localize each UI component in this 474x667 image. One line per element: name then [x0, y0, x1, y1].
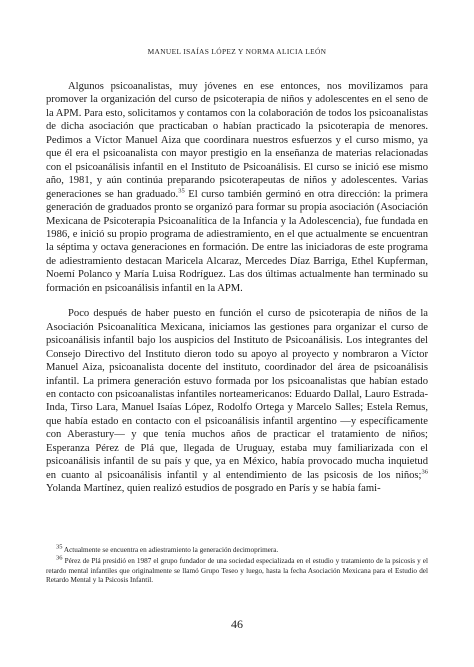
paragraph-2-text-b: Yolanda Martínez, quien realizó estudios de posgrado en París y se había fami-	[46, 483, 381, 495]
footnotes	[46, 543, 428, 586]
footnote-ref-36: 36	[421, 468, 428, 476]
footnote-36	[46, 557, 428, 585]
paragraph-2	[46, 307, 428, 495]
running-head: MANUEL ISAÍAS LÓPEZ Y NORMA ALICIA LEÓN	[147, 47, 327, 56]
paragraph-1-text-a: Algunos psicoanalistas, muy jóvenes en ese entonces, nos movilizamos para promover la organización del curso de psicoterapia de niños y adolescentes en el seno de la APM. Para esto, solicitamos y contamos con la colaboración de todos los psicoanalistas de dicha asociación que practicaban o habían practicado la psicoterapia de menores. Pedimos a Víctor Manuel Aiza que coordinara nuestros esfuerzos y el curso mismo, ya que él era el psicoanalista con mayor prestigio en la enseñanza de materias relacionadas con el psicoanálisis infantil en el Instituto de Psicoanálisis. El curso se inició ese mismo año, 1981, y aún continúa preparando psicoterapeutas de niños y adolescentes. Varias generaciones se han graduado.	[46, 81, 428, 200]
footnote-35	[46, 543, 428, 555]
footnote-36-text: Pérez de Plá presidió en 1987 el grupo fundador de una sociedad especializada en el estudio y tratamiento de la psicosis y el retardo mental infantiles que originalmente se llamó Grupo Teseo y luego, hasta la fecha Asociación Mexicana para el Estudio del Retardo Mental y la Psicosis Infantil.	[46, 557, 428, 585]
footnote-ref-35: 35	[178, 187, 185, 195]
paragraph-1	[46, 80, 428, 295]
body-text	[46, 80, 428, 496]
footnote-35-text: Actualmente se encuentra en adiestramiento la generación decimoprimera.	[62, 546, 279, 554]
page-number: 46	[231, 617, 243, 631]
footnote-35-number: 35	[56, 543, 63, 551]
paragraph-1-text-b: El curso también germinó en otra dirección: la primera generación de graduados pronto se organizó para formar su propia asociación (Asociación Mexicana de Psicoterapia Psicoanalítica de la Infancia y la Adolescencia), fue fundada en 1986, e inició su propio programa de adiestramiento, en el que actualmente se encuentran la séptima y octava generaciones en formación. De entre las iniciadoras de este programa de adiestramiento destacan Maricela Alcaraz, Mercedes Díaz Barriga, Ethel Kupferman, Noemí Polanco y María Luisa Rodríguez. Las dos últimas actualmente han terminado su formación en psicoanálisis infantil en la APM.	[46, 188, 428, 294]
paragraph-2-text-a: Poco después de haber puesto en función el curso de psicoterapia de niños de la Asociación Psicoanalítica Mexicana, iniciamos las gestiones para organizar el curso de psicoanálisis infantil bajo los auspicios del Instituto de Psicoanálisis. Los integrantes del Consejo Directivo del Instituto dieron todo su apoyo al proyecto y nombraron a Víctor Manuel Aiza, psicoanalista docente del instituto, coordinador del área de psicoanálisis infantil. La primera generación estuvo formada por los psicoanalistas que habían estado en contacto con psicoanalistas infantiles norteamericanos: Eduardo Dallal, Lauro Estrada-Inda, Tirso Lara, Manuel Isaías López, Rodolfo Ortega y Marcelo Salles; Estela Remus, que había estado en contacto con el psicoanálisis infantil argentino —y específicamente con Aberastury— y que tenía muchos años de practicar el tratamiento de niños; Esperanza Pérez de Plá que, llegada de Uruguay, estaba muy familiarizada con el psicoanálisis infantil de su país y que, ya en México, había provocado mucha inquietud en cuanto al psicoanálisis infantil y al entendimiento de las psicosis de los niños;	[46, 308, 428, 481]
footnote-36-number: 36	[56, 555, 63, 563]
